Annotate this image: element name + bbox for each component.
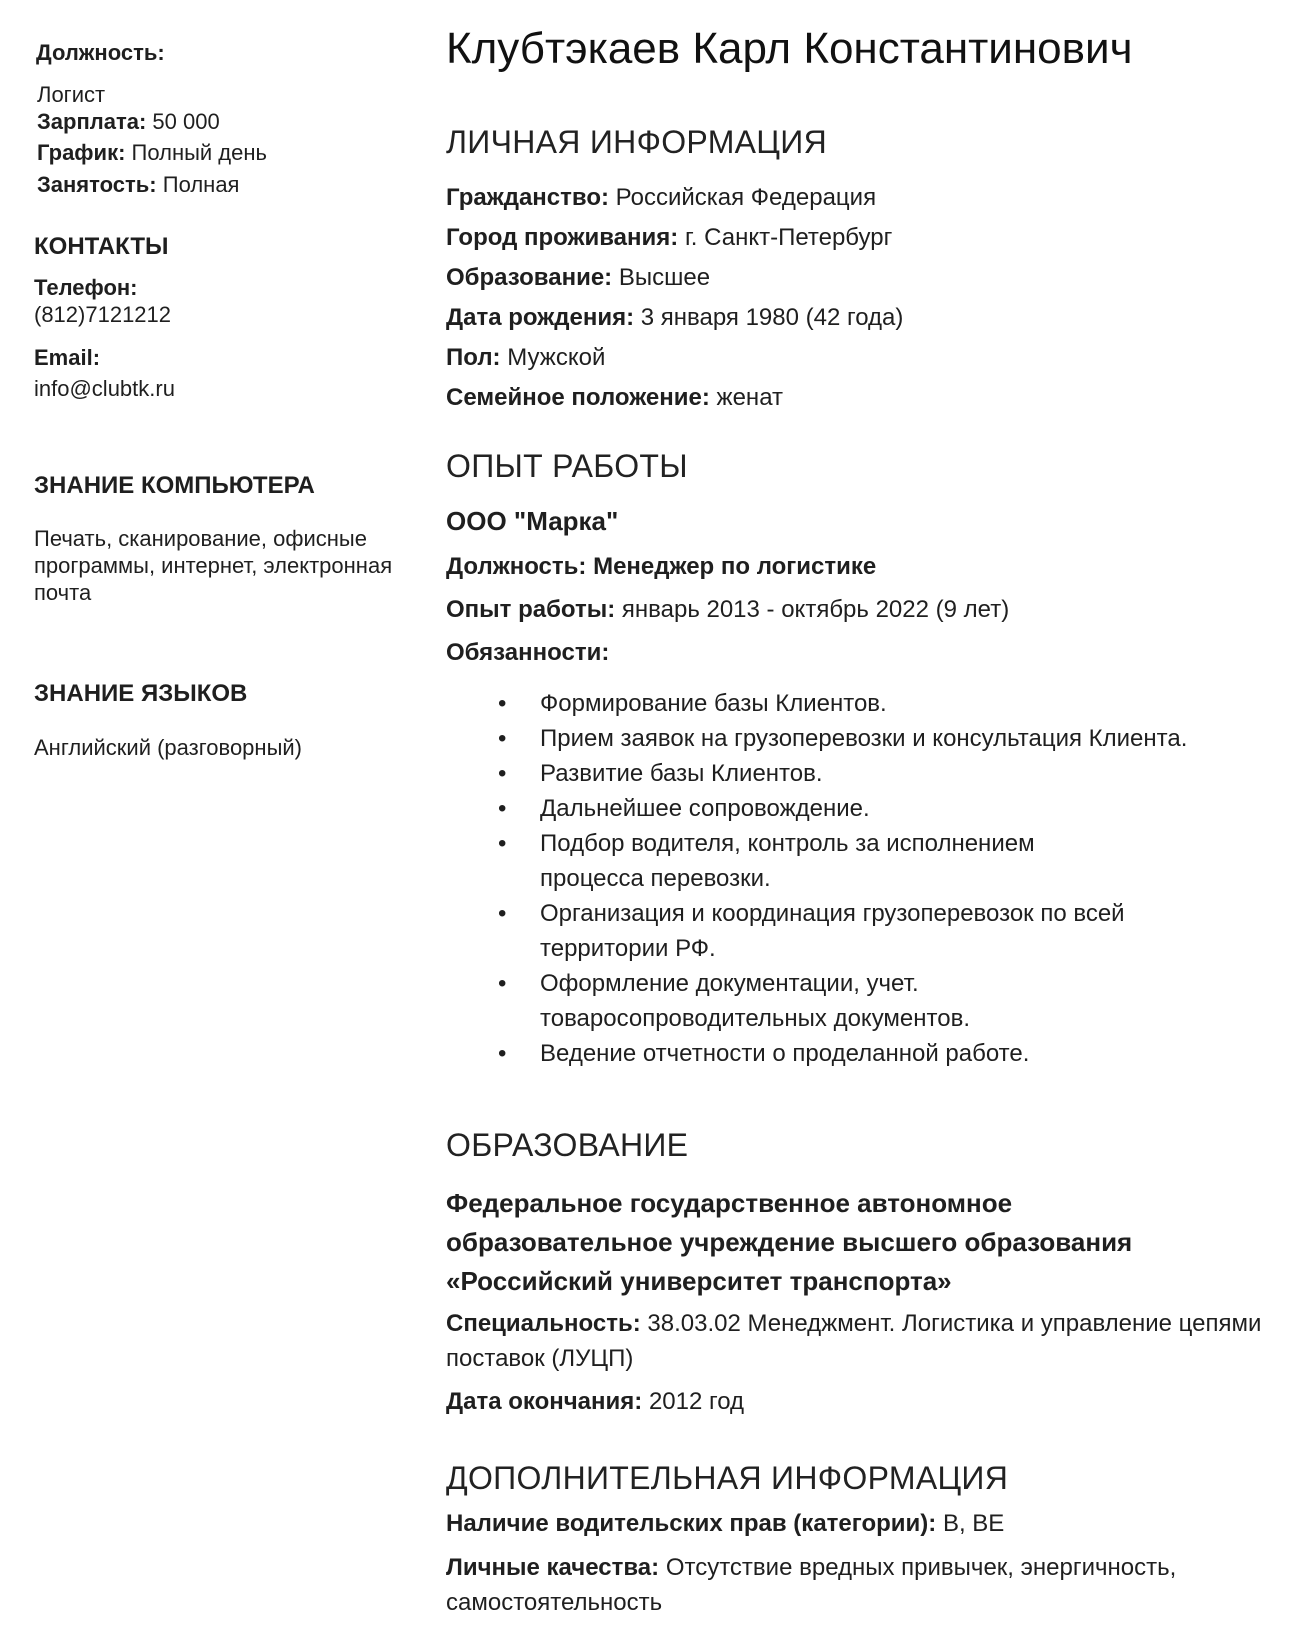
education-level-label: Образование:: [446, 264, 613, 291]
experience-heading: ОПЫТ РАБОТЫ: [446, 448, 688, 484]
personal-qualities-row: [446, 1550, 1276, 1620]
schedule-row: [37, 140, 267, 166]
education-level-row: [446, 264, 710, 292]
marital-status-row: [446, 384, 783, 412]
city-row: [446, 224, 892, 252]
personal-info-heading: ЛИЧНАЯ ИНФОРМАЦИЯ: [446, 124, 827, 160]
license-label: Наличие водительских прав (категории):: [446, 1510, 937, 1537]
salary-row: [37, 109, 220, 135]
duty-item: • Ведение отчетности о проделанной работе.: [446, 1036, 1276, 1071]
birth-date-value: 3 января 1980 (42 года): [640, 304, 904, 331]
duties-label: Обязанности:: [446, 639, 610, 666]
license-value: B, BE: [942, 1510, 1005, 1537]
email-label: Email:: [34, 345, 101, 370]
additional-info-heading: ДОПОЛНИТЕЛЬНАЯ ИНФОРМАЦИЯ: [446, 1460, 1009, 1496]
graduation-label: Дата окончания:: [446, 1388, 643, 1415]
duty-item: • Дальнейшее сопровождение.: [446, 791, 1276, 826]
full-name: Клубтэкаев Карл Константинович: [446, 24, 1133, 73]
employment-label: Занятость:: [37, 172, 157, 197]
specialty-value: 38.03.02 Менеджмент. Логистика и управление цепями поставок (ЛУЦП): [446, 1310, 1262, 1372]
education-heading: ОБРАЗОВАНИЕ: [446, 1127, 689, 1163]
computer-skills-text: Печать, сканирование, офисные программы, интернет, электронная почта: [34, 526, 393, 605]
duty-item: • Подбор водителя, контроль за исполнением процесса перевозки.: [446, 826, 1140, 896]
duty-item: • Формирование базы Клиентов.: [446, 686, 1276, 721]
personal-qualities-label: Личные качества:: [446, 1554, 660, 1581]
company-name: ООО "Марка": [446, 506, 619, 536]
duty-item: • Организация и координация грузоперевозок по всей территории РФ.: [446, 896, 1220, 966]
duty-item: • Прием заявок на грузоперевозки и консультация Клиента.: [446, 721, 1276, 756]
work-period-row: [446, 596, 1009, 624]
gender-row: [446, 344, 605, 372]
position-value: Логист: [37, 82, 106, 107]
citizenship-value: Российская Федерация: [615, 184, 877, 211]
graduation-row: [446, 1388, 744, 1416]
languages-text: Английский (разговорный): [34, 735, 302, 760]
computer-skills-heading: ЗНАНИЕ КОМПЬЮТЕРА: [34, 472, 315, 499]
schedule-label: График:: [37, 140, 126, 165]
contacts-heading: КОНТАКТЫ: [34, 233, 169, 260]
birth-date-label: Дата рождения:: [446, 304, 635, 331]
work-period-value: январь 2013 - октябрь 2022 (9 лет): [621, 596, 1010, 623]
personal-qualities-value: Отсутствие вредных привычек, энергичность, самостоятельность: [446, 1554, 1177, 1616]
employment-row: [37, 172, 239, 198]
work-period-label: Опыт работы:: [446, 596, 616, 623]
citizenship-row: [446, 184, 876, 212]
gender-value: Мужской: [507, 344, 606, 371]
citizenship-label: Гражданство:: [446, 184, 609, 211]
schedule-value: Полный день: [131, 140, 267, 165]
job-position-value: Менеджер по логистике: [593, 553, 877, 580]
duty-item: • Развитие базы Клиентов.: [446, 756, 1276, 791]
phone-value[interactable]: (812)7121212: [34, 302, 172, 327]
specialty-label: Специальность:: [446, 1310, 641, 1337]
position-label: Должность:: [36, 40, 165, 65]
education-level-value: Высшее: [618, 264, 711, 291]
salary-value: 50 000: [152, 109, 220, 134]
duties-list: [446, 686, 1276, 1071]
city-value: г. Санкт-Петербург: [684, 224, 893, 251]
license-row: [446, 1510, 1004, 1538]
languages-heading: ЗНАНИЕ ЯЗЫКОВ: [34, 680, 248, 707]
graduation-value: 2012 год: [648, 1388, 745, 1415]
phone-label: Телефон:: [34, 275, 138, 300]
institution-name: Федеральное государственное автономное образовательное учреждение высшего образования «Российский университет транспорта»: [446, 1188, 1133, 1296]
salary-label: Зарплата:: [37, 109, 147, 134]
specialty-row: [446, 1306, 1276, 1376]
duty-item: • Оформление документации, учет. товаросопроводительных документов.: [446, 966, 1100, 1036]
job-position-row: [446, 553, 876, 581]
city-label: Город проживания:: [446, 224, 679, 251]
employment-value: Полная: [162, 172, 240, 197]
birth-date-row: [446, 304, 903, 332]
email-value[interactable]: info@clubtk.ru: [34, 376, 175, 401]
gender-label: Пол:: [446, 344, 501, 371]
marital-status-label: Семейное положение:: [446, 384, 710, 411]
marital-status-value: женат: [716, 384, 783, 411]
job-position-label: Должность:: [446, 553, 587, 580]
